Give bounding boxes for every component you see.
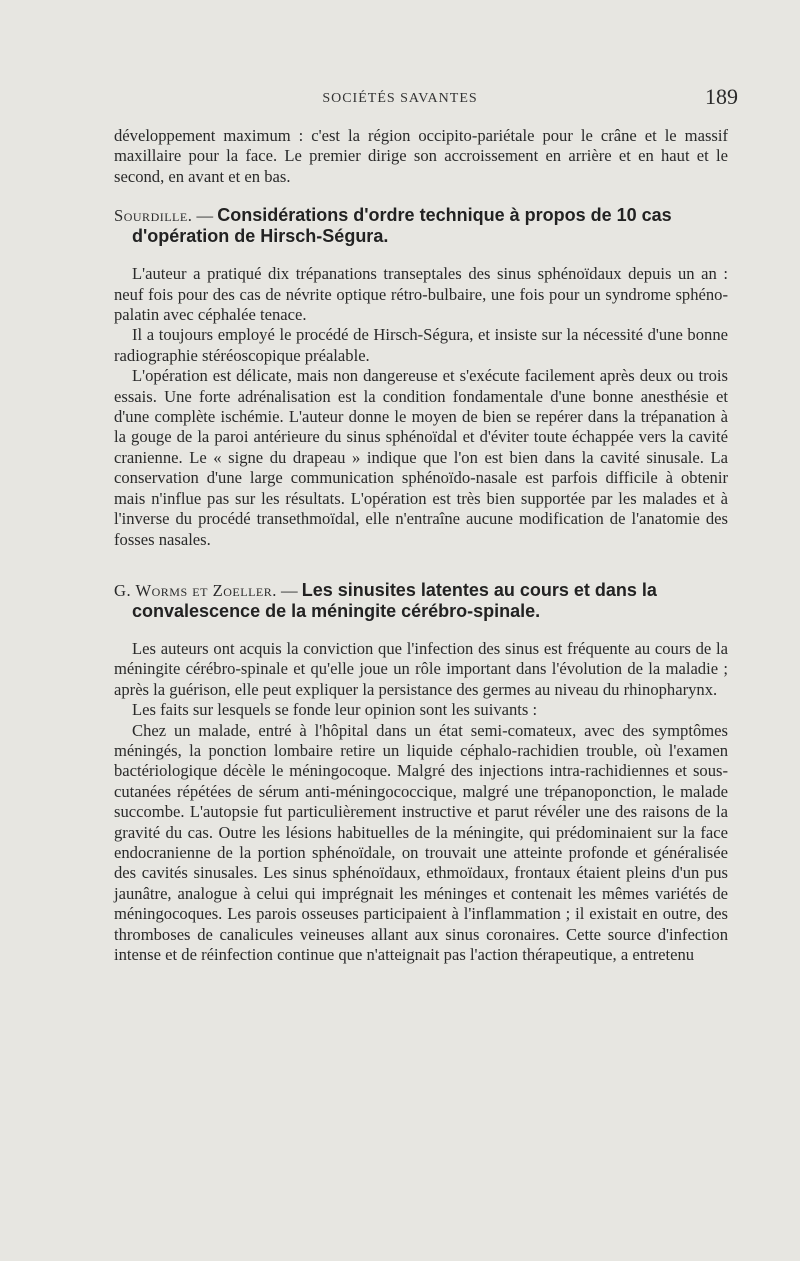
section-authors: Sourdille. (114, 206, 193, 226)
section-authors: G. Worms et Zoeller. (114, 580, 277, 600)
section-heading-worms-zoeller (114, 580, 728, 622)
section-title: Les sinusites latentes au cours et dans la convalescence de la méningite cérébro-spinale. (132, 579, 657, 621)
paragraph: Chez un malade, entré à l'hôpital dans un état semi-comateux, avec des symptômes méningés, la ponction lombaire retire un liquide céphalo-rachidien trouble, où l'examen bactériologique décèle le méningocoque. Malgré des injections intra-rachidiennes et sous-cutanées répétées de sérum anti-méningococcique, malgré une trépanoponction, le malade succombe. L'autopsie fut particulièrement instructive et parut révéler une des raisons de la gravité du cas. Outre les lésions habituelles de la méningite, qui prédominaient sur la face endocranienne de la portion sphénoïdale, on trouvait une atteinte profonde et généralisée des cavités sinusales. Les sinus sphénoïdaux, ethmoïdaux, frontaux étaient pleins d'un pus jaunâtre, analogue à celui qui imprégnait les méninges et contenait les mêmes variétés de méningocoques. Les parois osseuses participaient à l'inflammation ; il existait en outre, des thromboses de canalicules veineuses allant aux sinus coronaires. Cette source d'infection intense et de réinfection continue que n'atteignait pas l'action thérapeutique, a entretenu (114, 720, 728, 964)
page-body (114, 126, 728, 965)
paragraph: Les auteurs ont acquis la conviction que l'infection des sinus est fréquente au cours de la méningite cérébro-spinale et qu'elle joue un rôle important dans l'évolution de la maladie ; après la guérison, elle peut expliquer la persistance des germes au niveau du rhinopharynx. (114, 638, 728, 699)
paragraph: Les faits sur lesquels se fonde leur opinion sont les suivants : (132, 700, 538, 720)
heading-dash: — (276, 580, 302, 600)
paragraph: Il a toujours employé le procédé de Hirsch-Ségura, et insiste sur la nécessité d'une bonne radiographie stéréoscopique préalable. (114, 325, 728, 365)
section-title: Considérations d'ordre technique à propos de 10 cas d'opération de Hirsch-Ségura. (132, 205, 672, 247)
running-title: SOCIÉTÉS SAVANTES (322, 91, 478, 106)
intro-paragraph: développement maximum : c'est la région occipito-pariétale pour le crâne et le massif maxillaire pour la face. Le premier dirige son accroissement en arrière et en haut et le second, en avant et en bas. (114, 126, 728, 186)
page-number: 189 (705, 84, 738, 109)
section-heading-sourdille (114, 205, 728, 247)
paragraph: L'auteur a pratiqué dix trépanations transeptales des sinus sphénoïdaux depuis un an : neuf fois pour des cas de névrite optique rétro-bulbaire, une fois pour un syndrome sphéno-palatin avec céphalée tenace. (114, 264, 728, 325)
paragraph: L'opération est délicate, mais non dangereuse et s'exécute facilement après deux ou trois essais. Une forte adrénalisation est la condition fondamentale d'une bonne anesthésie et d'une complète ischémie. L'auteur donne le moyen de bien se repérer dans la trépanation à la gouge de la paroi antérieure du sinus sphénoïdal et d'éviter toute échappée vers la cavité cranienne. Le « signe du drapeau » indique que l'on est bien dans la cavité sinusale. La conservation d'une large communication sphénoïdo-nasale est parfois difficile à obtenir mais n'influe pas sur les résultats. L'opération est très bien supportée par les malades et à l'inverse du procédé transethmoïdal, elle n'entraîne aucune modification de l'anatomie des fosses nasales. (114, 366, 728, 549)
heading-dash: — (192, 206, 218, 226)
